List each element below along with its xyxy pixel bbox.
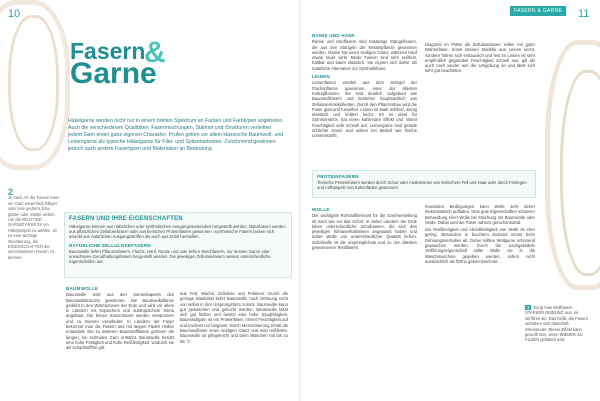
- wolle-column: [312, 204, 417, 252]
- protein-box: [312, 170, 536, 198]
- subheading-cellulose: NATÜRLICHE ZELLULOSEFASERN: [69, 242, 151, 248]
- section-heading-fibres: FASERN UND IHRE EIGENSCHAFTEN: [69, 216, 183, 222]
- sidenote-text: Je nach Art der Fasern kann ein Garn wesentlich fülliger oder lose gedreht, bzw. glatter oder matter wirken. Um die RICHTIGE GARNSTÄRKE für ein Häkelprojekt zu wählen, ist es eine wichtige Orientierung, die EIGENSCHAFTEN der verschiedenen Fasern zu kennen.: [8, 195, 60, 260]
- right-column-2: [425, 42, 535, 76]
- baumwolle-column-1: [66, 283, 174, 353]
- protein-text: Tierische Proteinfasern werden durch Schur oder Auskämmen von tierischem Fell und Haar oder durch Freilegen und Aufhaspeln von Kokonfäden gewonnen.: [317, 180, 527, 191]
- page-number-right: 11: [578, 8, 590, 20]
- caption-number: 1: [527, 305, 530, 310]
- yarn-skein-decoration: [8, 15, 59, 151]
- baumwolle-column-2: [180, 283, 288, 346]
- ramie-text: Ramie und Hanffasern sind bastartige Stängelfasern, die aus den Stängeln der Nesselpflanze gewonnen werden. Ramie hat einen seidigen Glanz, während Hanf etwas rauer wirkt. Beide Fasern sind sehr reißfest, haltbar und kaum elastisch. Sie eignen sich daher als natürliche Alternative zur Synthetikfaser.: [312, 39, 417, 71]
- title-word-fasern: Fasern: [70, 38, 146, 64]
- right-column-2-lower: [425, 204, 535, 266]
- sidenote-number: 2: [8, 187, 14, 197]
- right-column-1: [312, 30, 417, 141]
- title-ampersand: &: [144, 36, 166, 69]
- page-title: [70, 36, 166, 90]
- right-col2-text-3: Die Reißfestigkeit und Abriebfestigkeit von Wolle ist eher gering. Besonders in feuchtem Zustand nimmt beim Dehnungsverhalten ab. Daher sollten Wollgarne schonend gewaschen werden. Durch die nachgebildete Verfilzungseigenschaft sollte Wolle nie in die Waschmaschine gegeben werden, sofern nicht ausdrücklich als filzfrei gekennzeichnet.: [425, 227, 535, 264]
- wolle-text: Der wichtigste Rohstofflieferant für die Garnherstellung ist nach wie vor das Schaf. In vielen Ländern der Erde leben unterschiedliche Schafrassen, die sich den jeweiligen Klimaverhältnissen angepasst haben und daher Wolle von unterschiedlicher Qualität liefern. Schafwolle ist die ursprünglichste und zu den ältesten gewonnenen Textilfasern.: [312, 213, 417, 251]
- page-number-left: 10: [8, 8, 21, 20]
- baumwolle-text-2: aus Fett, Wachs, Zellulose und Pektinen. Durch die geringe Elastizität kehrt Baumwolle nach Dehnung nicht von selbst in ihre Ursprungsform zurück. Baumwolle kann gut gewaschen und gekocht werden. Baumwolle lässt sich gut färben und besitzt eine hohe Saugfähigkeit. Baumwollgarn ist ein Proteinfaser, nimmt Feuchtigkeit auf und trocknet nur langsam. Durch Mercerisierung erhält die Baumwollfaser einen seidigen Glanz und wird reißfester. Baumwolle ist pflegeleicht und beim Waschen mit bis zu 95 °C.: [180, 291, 288, 344]
- baumwolle-text-1: Baumwolle wird aus den Samenkapseln des Baumwollstrauchs gewonnen. Die Baumwollpflanze gedeiht in den Wärmezonen der Erde und wird vor allem in Ländern mit tropischem und subtropischem Klima angebaut. Die feinen Samenhaare werden versponnen und zu Garnen verarbeitet. In Ländern der Faser bekommt man die Fasern aus mit langen Fäden Hüllen entwickelt. Die zu weiteren Baumwollfasern gehören die langen, ein schmales Garn entsteht. Baumwolle besitzt eine hohe Festigkeit und hohe Reißfestigkeit, wodurch sie als schadstofffrei gilt.: [66, 292, 174, 351]
- subheading-wolle: WOLLE: [312, 207, 330, 212]
- image-caption: [525, 305, 589, 343]
- subheading-leinen: LEINEN: [312, 74, 331, 80]
- fibres-section-box: [64, 212, 292, 278]
- title-word-garne: Garne: [70, 57, 157, 90]
- yarn-skein-decoration: [560, 70, 600, 276]
- running-head: FASERN & GARNE: [510, 6, 566, 16]
- intro-paragraph: Häkelgarne werden nicht nur in einem breiten Spektrum an Farben und Farbtypen angeboten. Auch die verschiedenen Qualitäten, Fasermischungen, Stärken und Strukturen verleihen jedem Garn einen ganz eigenen Charakter. Prüfen gelten vor allem klassische Baumwoll- und Leinengarne als typische Häkelgarne für Filet- und Spitzenarbeiten. Zunehmend gewinnen jedoch auch andere Fasertypen und Materialien an Bedeutung.: [68, 118, 284, 152]
- subheading-baumwolle: BAUMWOLLE: [66, 286, 99, 291]
- section-text-fibres: Häkelgarne können aus natürlichen oder synthetischen Ausgangsmaterialien hergestellt werden. Naturfasern werden aus pflanzlichen Zellulosefasern oder aus tierischen Proteinfasern gewonnen. Synthetische Fasern lassen sich sowohl aus natürlichen Ausgangsstoffen als auch aus Erdöl herstellen.: [69, 224, 286, 240]
- page-gutter: [299, 0, 301, 401]
- leinen-text: Leinenfasern werden aus dem Stängel der Flachspflanze gewonnen, einer der ältesten Kulturpflanzen. Sie sind deutlich aufgebaut wie Baumwollfasern und bestehen hauptsächlich aus Zellulosemolekülketten. Durch den Pflanzenbau wird die Faser glatt und fusselfrei. Leinen ist stark reißfest, wenig elastisch und knittert leicht. Es ist ideal für Sommerstrick, hat einen kühlenden Effekt und nimmt Feuchtigkeit sehr schnell auf. Leinengarne sind gerade schlichte Hand- und wirken bei Bedarf wie frische Leinensstoffe.: [312, 80, 417, 139]
- right-col2-text-2: munsialen Bedingungen kann Wolle sehr sicher elektrostatisch aufladen. Dies gute Eigenschaften schwerer Behandlung einer Wolle bei Mischung mit Baumwolle oder Seide. Dabei wird die Faser nahezu geruchsneutral.: [425, 204, 535, 225]
- subheading-protein: PROTEINFASERN: [317, 174, 359, 179]
- sidenote: [8, 187, 60, 260]
- right-col2-text-1: Diagonal im Platte als Zellulosefasser sollen mit guter Wärmefaser. Somit können Modelle aus Leinen leicht, sondern führen sich erstaunlich und fest im Leinen ist sehr empfindlich gegenüber Feuchtigkeit schnell aus, gilt als auch nach wieder aus der Umgebung an und lässt sich sehr gut bearbeiten.: [425, 42, 535, 74]
- subheading-ramie: RAMIE UND HANF: [312, 33, 355, 38]
- cellulose-text: Baumwolle liefert Pflanzenfasern, Flachs, Hanf, Ramie und Jute liefern Weichfasern, nur dessen Garne oder erwachsene Geradhaltungsfasern hergestellt werden. Die jeweiligen Zellulosefasern weisen unterschiedliche Eigenschaften auf.: [69, 248, 271, 265]
- caption-text: Sorgt man Wollfasern STARKER REIBUNG aus, so verfilzen sie. Das heißt, die Fasern verhaken sich dauerhaft miteinander. Dieser Effekt kann gewollt sein, wenn WIEDER ZU FILZEN gehäkelt wird.: [525, 305, 589, 343]
